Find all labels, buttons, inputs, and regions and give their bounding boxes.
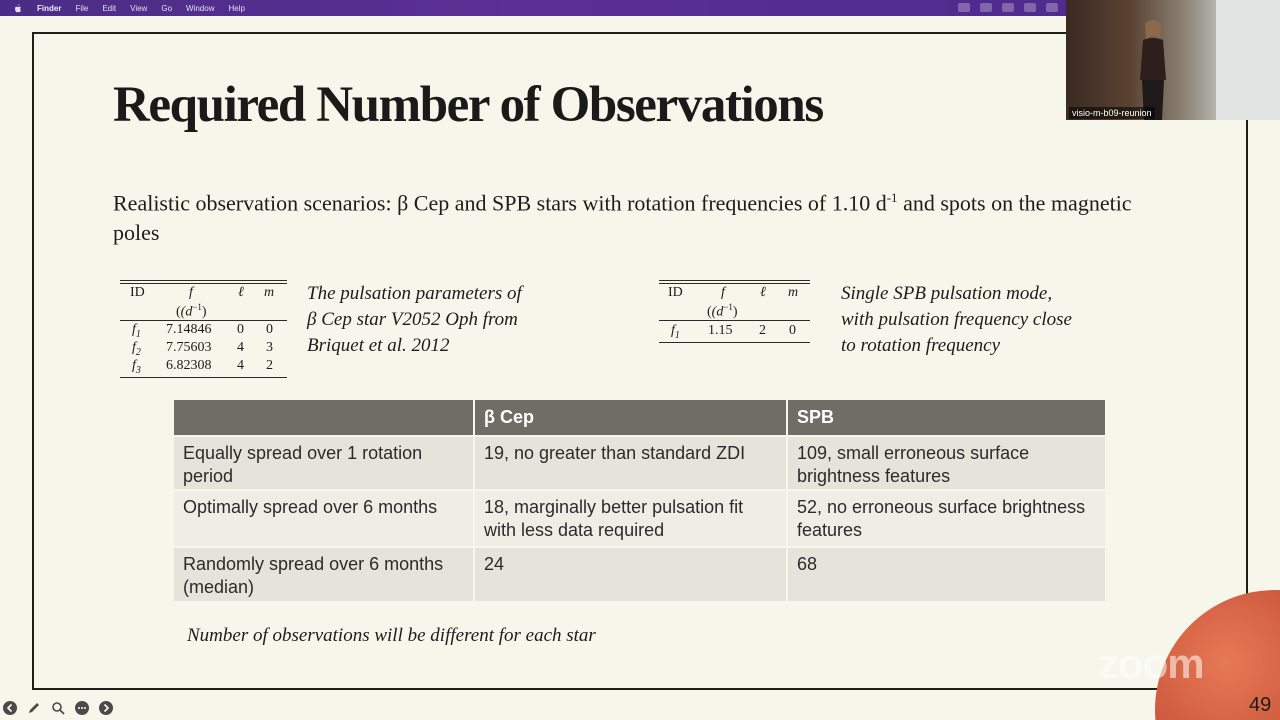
col-header-f-unit: ($(d^{-1})$ bbox=[707, 302, 738, 320]
beta-cep-cell: 19, no greater than standard ZDI bbox=[475, 437, 788, 489]
caption-line: with pulsation frequency close bbox=[841, 309, 1072, 330]
status-icon[interactable] bbox=[1002, 3, 1014, 12]
header-cell-empty bbox=[174, 400, 475, 435]
table-rule bbox=[120, 283, 287, 284]
slide-footnote: Number of observations will be different for each star bbox=[187, 625, 596, 646]
header-cell-spb: SPB bbox=[797, 407, 835, 427]
col-header-l: ℓ bbox=[238, 285, 244, 300]
observation-scenarios-table bbox=[174, 400, 1105, 601]
beta-cep-cell: 18, marginally better pulsation fit with less data required bbox=[475, 491, 788, 546]
spb-param-table bbox=[659, 280, 810, 344]
menu-window[interactable]: Window bbox=[186, 3, 215, 13]
slide-title: Required Number of Observations bbox=[113, 77, 823, 133]
caption-line: Single SPB pulsation mode, bbox=[841, 283, 1053, 304]
table-header-row bbox=[174, 400, 1105, 435]
row-m: 3 bbox=[266, 340, 273, 355]
col-header-m: m bbox=[788, 285, 799, 300]
beta-cep-param-table bbox=[120, 280, 287, 378]
status-icon[interactable] bbox=[958, 3, 970, 12]
subtitle-text-end: and spots on the magnetic poles bbox=[113, 190, 1132, 246]
row-l: 4 bbox=[237, 358, 244, 373]
row-f: 7.75603 bbox=[166, 340, 212, 355]
apple-icon[interactable] bbox=[13, 4, 23, 13]
subtitle-text: Realistic observation scenarios: β Cep and SPB stars with rotation frequencies of 1.10 d bbox=[113, 190, 887, 216]
table-rule bbox=[120, 377, 287, 378]
video-participant-label: visio-m-b09-reunion bbox=[1069, 107, 1155, 119]
beta-cep-cell: 24 bbox=[475, 548, 788, 601]
row-f: 1.15 bbox=[708, 323, 733, 338]
status-icon[interactable] bbox=[1024, 3, 1036, 12]
row-l: 4 bbox=[237, 340, 244, 355]
row-l: 0 bbox=[237, 322, 244, 337]
presenter-video[interactable] bbox=[1066, 0, 1280, 120]
menu-finder[interactable]: Finder bbox=[37, 3, 62, 13]
menu-file[interactable]: File bbox=[75, 3, 89, 13]
unit-close: ) bbox=[732, 304, 738, 320]
header-cell-beta-cep: β Cep bbox=[475, 400, 788, 435]
table-rule bbox=[659, 280, 810, 281]
row-id-f: f bbox=[132, 340, 136, 355]
table-rule bbox=[120, 280, 287, 281]
row-m: 0 bbox=[789, 323, 796, 338]
caption-line: Briquet et al. 2012 bbox=[307, 335, 450, 356]
status-icon[interactable] bbox=[980, 3, 992, 12]
table-rule bbox=[659, 283, 810, 284]
pen-icon[interactable] bbox=[26, 700, 42, 716]
table-row bbox=[174, 435, 1105, 489]
subtitle-superscript: -1 bbox=[886, 190, 898, 205]
row-f: 6.82308 bbox=[166, 358, 212, 373]
row-id bbox=[671, 323, 680, 341]
video-background-wall bbox=[1216, 0, 1280, 120]
page-number: 49 bbox=[1249, 694, 1272, 716]
caption-line: The pulsation parameters of bbox=[307, 283, 522, 304]
spb-cell: 52, no erroneous surface brightness features bbox=[797, 497, 1086, 540]
row-id bbox=[132, 340, 141, 358]
beta-cep-caption bbox=[307, 281, 522, 359]
presenter-figure bbox=[1136, 18, 1170, 120]
zoom-icon[interactable] bbox=[50, 700, 66, 716]
row-m: 2 bbox=[266, 358, 273, 373]
forward-arrow-icon[interactable] bbox=[98, 700, 114, 716]
spb-caption bbox=[841, 281, 1072, 359]
row-id-f: f bbox=[132, 358, 136, 373]
table-rule bbox=[120, 320, 287, 321]
col-header-id: ID bbox=[130, 285, 145, 300]
table-rule bbox=[659, 342, 810, 343]
spb-cell: 68 bbox=[797, 554, 818, 574]
more-icon[interactable] bbox=[74, 700, 90, 716]
col-header-m: m bbox=[264, 285, 275, 300]
spb-cell: 109, small erroneous surface brightness features bbox=[797, 443, 1030, 486]
menu-help[interactable]: Help bbox=[228, 3, 245, 13]
unit-exponent: −1 bbox=[192, 302, 202, 312]
row-id bbox=[132, 322, 141, 340]
row-id-sub: 1 bbox=[135, 328, 141, 340]
row-id-sub: 2 bbox=[135, 346, 141, 358]
col-header-f: f bbox=[721, 285, 725, 300]
col-header-f: f bbox=[189, 285, 193, 300]
unit-d: (d bbox=[711, 304, 724, 320]
scenario-cell: Optimally spread over 6 months bbox=[174, 491, 475, 546]
back-arrow-icon[interactable] bbox=[2, 700, 18, 716]
table-row bbox=[174, 546, 1105, 601]
caption-line: β Cep star V2052 Oph from bbox=[307, 309, 518, 330]
table-row bbox=[174, 489, 1105, 546]
zoom-watermark: zoom bbox=[1098, 640, 1204, 687]
table-rule bbox=[659, 320, 810, 321]
col-header-f-unit: ($(d^{-1})$ bbox=[176, 302, 207, 320]
menu-go[interactable]: Go bbox=[161, 3, 173, 13]
row-f: 7.14846 bbox=[166, 322, 212, 337]
slide-subtitle bbox=[113, 183, 1173, 248]
unit-d: (d bbox=[180, 304, 193, 320]
presentation-toolbar bbox=[2, 700, 114, 716]
row-id-sub: 3 bbox=[135, 364, 141, 376]
menu-edit[interactable]: Edit bbox=[102, 3, 117, 13]
col-header-id: ID bbox=[668, 285, 683, 300]
row-id bbox=[132, 358, 141, 376]
col-header-l: ℓ bbox=[760, 285, 766, 300]
menu-view[interactable]: View bbox=[130, 3, 148, 13]
row-id-f: f bbox=[671, 323, 675, 338]
row-m: 0 bbox=[266, 322, 273, 337]
row-id-sub: 1 bbox=[674, 329, 680, 341]
status-icon[interactable] bbox=[1046, 3, 1058, 12]
unit-exponent: −1 bbox=[723, 302, 733, 312]
row-id-f: f bbox=[132, 322, 136, 337]
status-icons bbox=[958, 3, 1058, 12]
row-l: 2 bbox=[759, 323, 766, 338]
scenario-cell: Randomly spread over 6 months (median) bbox=[174, 548, 475, 601]
caption-line: to rotation frequency bbox=[841, 335, 1001, 356]
scenario-cell: Equally spread over 1 rotation period bbox=[174, 437, 475, 489]
unit-close: ) bbox=[201, 304, 207, 320]
